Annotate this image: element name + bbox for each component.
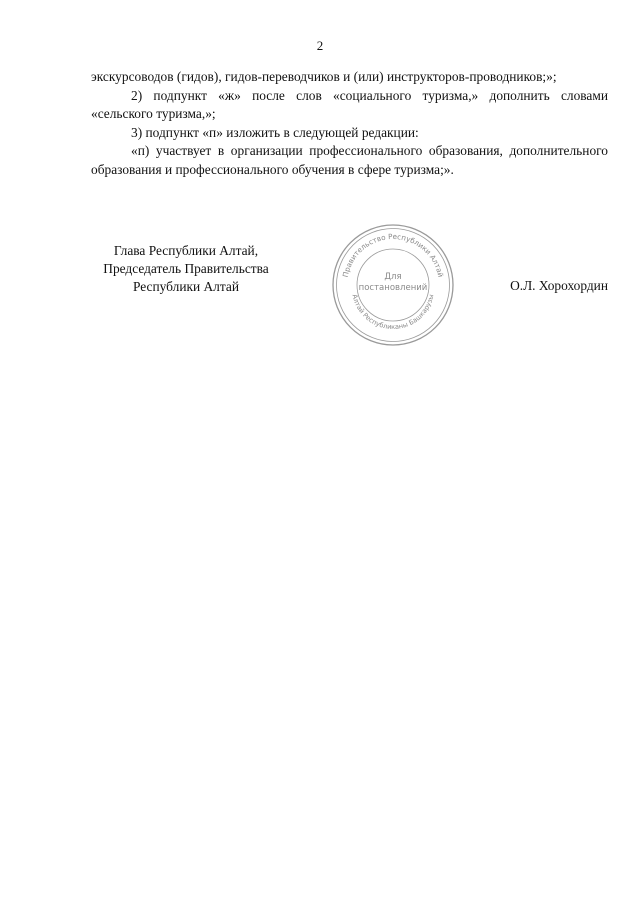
- signatory-title-line: Председатель Правительства: [103, 261, 269, 276]
- document-body: [91, 68, 608, 179]
- signatory-title-line: Республики Алтай: [132, 279, 239, 294]
- paragraph-subitem-zh: 2) подпункт «ж» после слов «социального туризма,» дополнить словами «сельского туризма,»;: [91, 87, 608, 121]
- seal-graphic: [330, 222, 456, 348]
- paragraph-subitem-p-intro: 3) подпункт «п» изложить в следующей редакции:: [131, 124, 419, 140]
- paragraph-continuation: экскурсоводов (гидов), гидов-переводчиков и (или) инструкторов-проводников;»;: [91, 69, 557, 84]
- seal-ring-text: Правительство Республики Алтай: [340, 231, 446, 279]
- seal-center-line: Для: [384, 272, 402, 282]
- signatory-title: [91, 242, 281, 296]
- official-seal: [330, 222, 456, 348]
- signatory-name: О.Л. Хорохордин: [510, 278, 608, 293]
- page-number: 2: [316, 38, 324, 53]
- seal-ring-text-bottom: Алтай Республиканы Башкарузы: [350, 293, 436, 332]
- seal-center-line: постановлений: [358, 283, 428, 293]
- paragraph-subitem-p-text: «п) участвует в организации профессионального образования, дополнительного образования и профессионального обучения в сфере туризма;».: [91, 143, 608, 177]
- signatory-title-line: Глава Республики Алтай,: [113, 243, 259, 258]
